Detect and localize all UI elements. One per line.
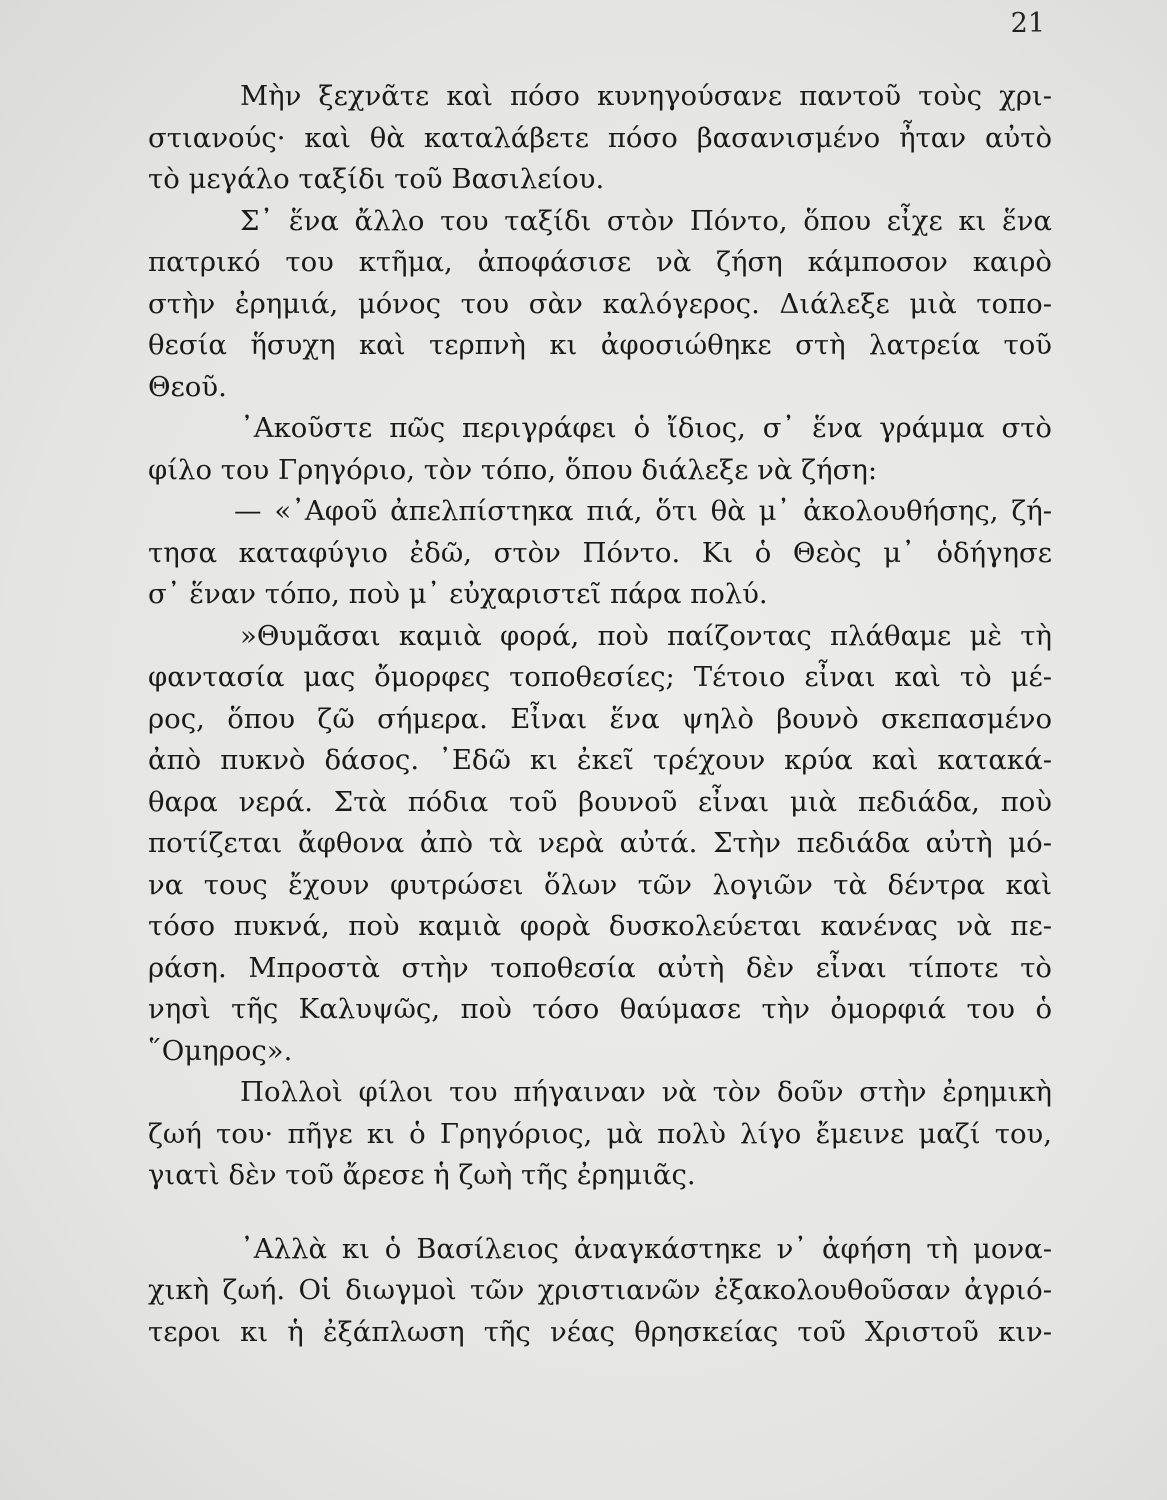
text-line: ζωή του· πῆγε κι ὁ Γρηγόριος, μὰ πολὺ λίγο ἔμεινε μαζί του, xyxy=(148,1117,1052,1150)
text-line: ποτίζεται ἄφθονα ἀπὸ τὰ νερὰ αὐτά. Στὴν πεδιάδα αὐτὴ μό- xyxy=(148,827,1052,859)
text-line: φαντασία μας ὄμορφες τοποθεσίες; Τέτοιο εἶναι καὶ τὸ μέ- xyxy=(148,661,1052,693)
text-line: ᾿Ακοῦστε πῶς περιγράφει ὁ ἴδιος, σ᾿ ἕνα γράμμα στὸ xyxy=(240,412,1052,444)
text-line: ᾿Αλλὰ κι ὁ Βασίλειος ἀναγκάστηκε ν᾿ ἀφήση τὴ μονα- xyxy=(240,1232,1052,1265)
text-line: τὸ μεγάλο ταξίδι τοῦ Βασιλείου. xyxy=(148,163,605,195)
body-text xyxy=(148,76,1052,1353)
text-line: ῞Ομηρος». xyxy=(148,1034,293,1067)
text-line: — «᾿Αφοῦ ἀπελπίστηκα πιά, ὅτι θὰ μ᾿ ἀκολουθήσης, ζή- xyxy=(234,495,1052,527)
text-line: Σ᾿ ἕνα ἄλλο του ταξίδι στὸν Πόντο, ὅπου εἶχε κι ἕνα xyxy=(240,204,1052,237)
text-line: να τους ἔχουν φυτρώσει ὅλων τῶν λογιῶν τὰ δέντρα καὶ xyxy=(148,868,1052,901)
text-line: στιανούς· καὶ θὰ καταλάβετε πόσο βασανισμένο ἦταν αὐτὸ xyxy=(148,121,1052,154)
text-line: ρος, ὅπου ζῶ σήμερα. Εἶναι ἕνα ψηλὸ βουνὸ σκεπασμένο xyxy=(148,702,1052,735)
text-line: πατρικό του κτῆμα, ἀποφάσισε νὰ ζήση κάμποσον καιρὸ xyxy=(148,246,1052,278)
text-line: θεσία ἥσυχη καὶ τερπνὴ κι ἀφοσιώθηκε στὴ λατρεία τοῦ xyxy=(148,329,1052,361)
text-line: φίλο του Γρηγόριο, τὸν τόπο, ὅπου διάλεξε νὰ ζήση: xyxy=(148,453,878,486)
text-line: Πολλοὶ φίλοι του πήγαιναν νὰ τὸν δοῦν στὴν ἐρημικὴ xyxy=(240,1076,1052,1108)
text-line: Θεοῦ. xyxy=(148,370,227,403)
text-line: στὴν ἐρημιά, μόνος του σὰν καλόγερος. Διάλεξε μιὰ τοπο- xyxy=(148,287,1052,320)
text-line: τεροι κι ἡ ἐξάπλωση τῆς νέας θρησκείας τοῦ Χριστοῦ κιν- xyxy=(148,1315,1052,1348)
text-line: τόσο πυκνά, ποὺ καμιὰ φορὰ δυσκολεύεται κανένας νὰ πε- xyxy=(148,910,1052,942)
text-line: τησα καταφύγιο ἐδῶ, στὸν Πόντο. Κι ὁ Θεὸς μ᾿ ὁδήγησε xyxy=(148,536,1052,569)
page-number: 21 xyxy=(1010,8,1045,39)
text-line: »Θυμᾶσαι καμιὰ φορά, ποὺ παίζοντας πλάθαμε μὲ τὴ xyxy=(240,619,1052,652)
text-line: σ᾿ ἕναν τόπο, ποὺ μ᾿ εὐχαριστεῖ πάρα πολύ. xyxy=(148,578,768,610)
text-line: γιατὶ δὲν τοῦ ἄρεσε ἡ ζωὴ τῆς ἐρημιᾶς. xyxy=(148,1159,696,1191)
text-line: θαρα νερά. Στὰ πόδια τοῦ βουνοῦ εἶναι μιὰ πεδιάδα, ποὺ xyxy=(148,785,1052,818)
text-line: ράση. Μπροστὰ στὴν τοποθεσία αὐτὴ δὲν εἶναι τίποτε τὸ xyxy=(148,951,1052,984)
paragraph-gap xyxy=(148,1197,1052,1229)
text-line: νησὶ τῆς Καλυψῶς, ποὺ τόσο θαύμασε τὴν ὀμορφιά του ὁ xyxy=(148,993,1052,1025)
text-line: Μὴν ξεχνᾶτε καὶ πόσο κυνηγούσανε παντοῦ τοὺς χρι- xyxy=(240,80,1052,112)
text-line: ἀπὸ πυκνὸ δάσος. ᾿Εδῶ κι ἐκεῖ τρέχουν κρύα καὶ κατακά- xyxy=(148,744,1052,776)
text-line: χικὴ ζωή. Οἱ διωγμοὶ τῶν χριστιανῶν ἐξακολουθοῦσαν ἀγριό- xyxy=(148,1274,1052,1306)
